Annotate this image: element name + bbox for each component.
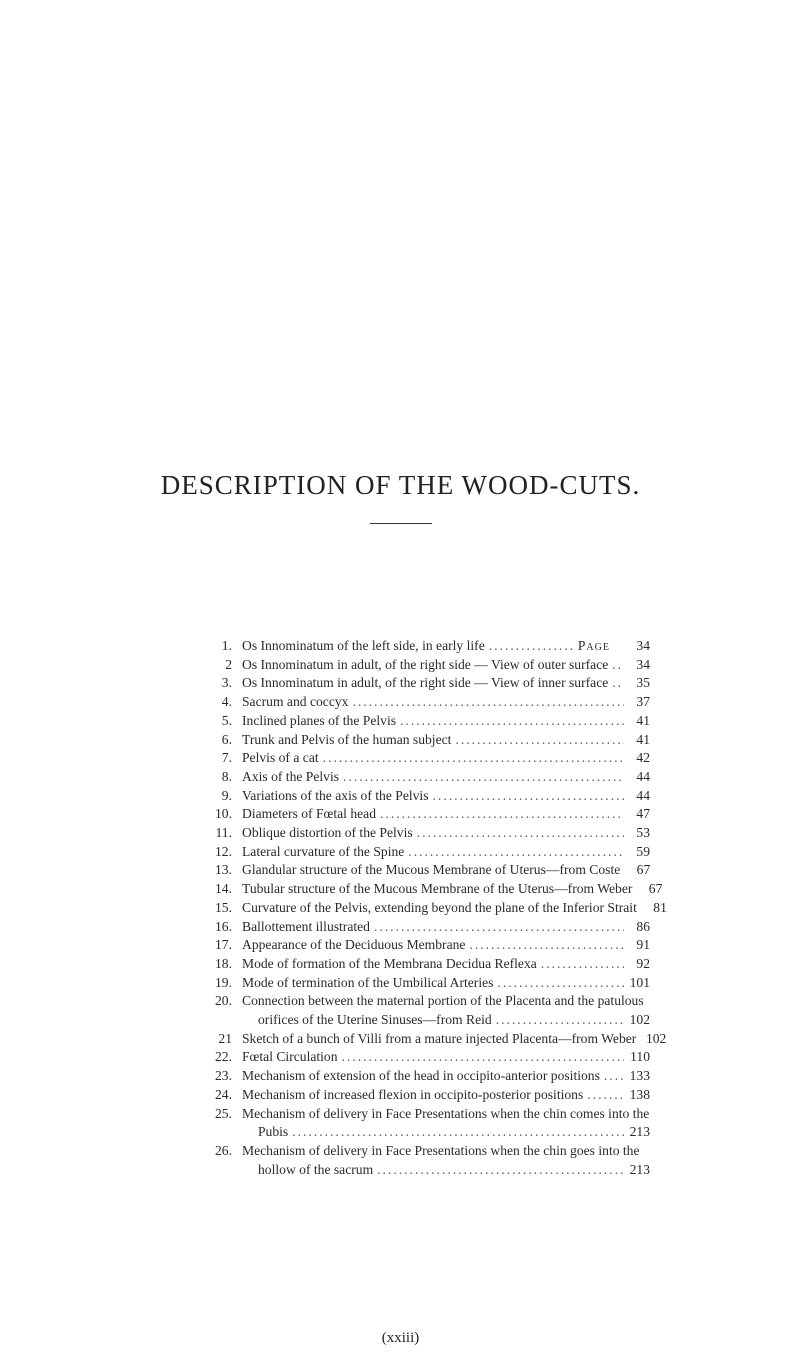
entry-title: Lateral curvature of the Spine [242,843,405,859]
toc-entry [200,918,650,937]
entry-number: 19. [215,974,232,990]
entry-number: 11. [215,825,232,840]
entry-number: 25. [215,1105,232,1121]
dot-leader [489,637,574,655]
toc-entry [200,1086,650,1105]
entry-number: 15. [215,899,232,915]
toc-entry [200,712,650,731]
entry-page: 92 [636,955,650,971]
entry-title: Ballottement illustrated [242,918,370,934]
entry-title: Curvature of the Pelvis, extending beyond the plane of the Inferior Strait [242,899,637,915]
entry-title: Pelvis of a cat [242,750,319,766]
entry-title: Sacrum and coccyx [242,694,349,710]
toc-entry [200,936,650,955]
dot-leader [292,1123,624,1141]
entry-page: 110 [630,1049,650,1065]
toc-entry [200,1030,667,1049]
toc-entry [200,787,650,806]
entry-title: Tubular structure of the Mucous Membrane of the Uterus—from Weber [242,881,633,897]
entry-number: 22. [215,1049,232,1065]
dot-leader [408,843,624,861]
entry-title: Mechanism of delivery in Face Presentations when the chin goes into the [242,1142,640,1158]
toc-entry [200,749,650,768]
entry-page: 213 [629,1124,650,1140]
entry-page: 41 [636,731,650,747]
entry-number: 21 [218,1030,232,1046]
entry-title: Axis of the Pelvis [242,768,340,784]
entry-page: 59 [636,843,650,859]
dot-leader [612,656,624,674]
dot-leader [604,1067,624,1085]
entry-page: 44 [636,787,650,803]
entry-number: 14. [215,881,232,897]
entry-title: Diameters of Fœtal head [242,806,377,822]
dot-leader [343,768,624,786]
toc-entry [200,656,650,675]
dot-leader [352,693,624,711]
entry-title: Os Innominatum in adult, of the right side — View of inner surface [242,675,609,691]
entry-number: 12. [215,843,232,859]
entry-number: 20. [215,993,232,1009]
toc-entry [200,805,650,824]
toc-entry [200,824,650,843]
entry-page: 133 [629,1068,650,1084]
entry-title: Os Innominatum of the left side, in early life [242,638,485,653]
entry-title: Mode of formation of the Membrana Decidua Reflexa [242,955,537,971]
toc-entry [200,731,650,750]
toc-entry [200,974,650,993]
dot-leader [587,1086,624,1104]
entry-title: Mode of termination of the Umbilical Arteries [242,974,494,990]
entry-title: Oblique distortion of the Pelvis [242,825,413,840]
page-column-header: Page [577,638,610,653]
toc-entry [200,637,650,656]
toc-entry [200,861,650,880]
entry-number: 24. [215,1086,232,1102]
entry-number: 4. [221,694,232,710]
entry-title: Sketch of a bunch of Villi from a mature injected Placenta—from Weber [242,1030,637,1046]
toc-entry [200,1067,650,1086]
entry-number: 16. [215,918,232,934]
toc-entry [200,768,650,787]
entry-page: 34 [636,638,650,653]
entry-title: Fœtal Circulation [242,1049,338,1065]
entry-page: 67 [648,881,663,897]
dot-leader [417,824,624,842]
entry-title: Variations of the axis of the Pelvis [242,787,429,803]
page-number: (xxiii) [381,1330,420,1346]
dot-leader [377,1161,624,1179]
entry-title: Trunk and Pelvis of the human subject [242,731,452,747]
entry-page: 101 [629,974,650,990]
entry-title: Mechanism of delivery in Face Presentations when the chin comes into the [242,1105,650,1121]
entry-page: 213 [629,1161,650,1177]
entry-title: Mechanism of increased flexion in occipito-posterior positions [242,1086,584,1102]
dot-leader [323,749,624,767]
entry-page: 91 [636,937,650,953]
toc-entry [200,674,650,693]
entry-title: Connection between the maternal portion of the Placenta and the patulous [242,993,644,1009]
dot-leader [497,974,624,992]
dot-leader [496,1011,624,1029]
dot-leader [455,731,624,749]
toc-entry [200,1142,650,1179]
toc-entry [200,955,650,974]
entry-title: Inclined planes of the Pelvis [242,712,397,728]
entry-title: Appearance of the Deciduous Membrane [242,937,466,953]
entry-number: 6. [221,731,232,747]
toc-entry [200,880,663,899]
entry-number: 3. [221,675,232,691]
page-title: DESCRIPTION OF THE WOOD-CUTS. [160,470,641,500]
dot-leader [342,1048,624,1066]
entry-page: 41 [636,712,650,728]
entry-number: 23. [215,1068,232,1084]
entry-title: Glandular structure of the Mucous Membrane of Uterus—from Coste [242,862,621,878]
entry-number: 7. [221,750,232,766]
entry-title: Os Innominatum in adult, of the right side — View of outer surface [242,656,609,672]
dot-leader [400,712,624,730]
toc-entry [200,899,667,918]
entry-page: 37 [636,694,650,710]
entry-number: 2 [225,656,232,672]
entry-page: 86 [636,918,650,934]
toc-entry [200,693,650,712]
toc-entry [200,992,650,1029]
entry-page: 34 [636,656,650,672]
toc-entry [200,1048,650,1067]
entry-number: 26. [215,1142,232,1158]
entry-number: 8. [221,768,232,784]
entry-title-continued: hollow of the sacrum [258,1161,374,1177]
entry-page: 53 [636,825,650,840]
dot-leader [612,674,624,692]
dot-leader [541,955,624,973]
dot-leader [380,805,624,823]
entry-number: 18. [215,955,232,971]
entry-page: 67 [636,862,651,878]
entry-page: 35 [636,675,650,691]
entry-page: 44 [636,768,650,784]
entry-page: 81 [653,899,667,915]
toc-entry [200,1105,650,1142]
entry-page: 102 [629,1011,650,1027]
entry-number: 10. [215,806,232,822]
entry-page: 102 [645,1030,667,1046]
entry-page: 138 [629,1086,650,1102]
entry-number: 5. [221,712,232,728]
title-divider [370,523,432,524]
dot-leader [469,936,624,954]
entry-number: 17. [215,937,232,953]
entry-title: Mechanism of extension of the head in occipito-anterior positions [242,1068,600,1084]
entry-number: 9. [221,787,232,803]
entry-number: 1. [221,638,232,653]
entry-title-continued: Pubis [258,1124,289,1140]
dot-leader [374,918,624,936]
entry-title-continued: orifices of the Uterine Sinuses—from Reid [258,1011,492,1027]
dot-leader [433,787,624,805]
entry-page: 42 [636,750,650,766]
entry-page: 47 [636,806,650,822]
toc-entry [200,843,650,862]
entry-number: 13. [215,862,232,878]
